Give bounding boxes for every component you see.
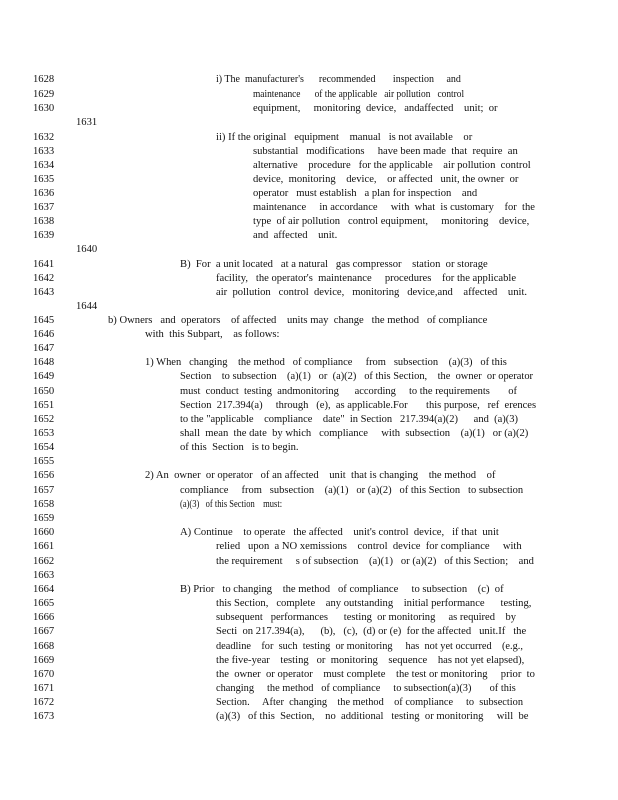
document-line	[0, 696, 618, 709]
line-number: 1632	[33, 132, 55, 143]
line-number: 1672	[33, 697, 55, 708]
line-number: 1641	[33, 259, 55, 270]
line-text: Section. After changing the method of compliance to subsection	[216, 697, 524, 708]
document-line	[0, 243, 618, 256]
line-number: 1640	[76, 244, 98, 255]
line-number: 1671	[33, 683, 55, 694]
document-line	[0, 569, 618, 582]
document-line	[0, 625, 618, 638]
line-number: 1645	[33, 315, 55, 326]
line-number: 1670	[33, 669, 55, 680]
document-line	[0, 215, 618, 228]
document-line	[0, 102, 618, 115]
line-text: b) Owners and operators of affected units may change the method of compliance	[108, 315, 488, 326]
document-line	[0, 540, 618, 553]
line-text: maintenance in accordance with what is customary for the	[253, 202, 535, 213]
line-text: B) Prior to changing the method of compliance to subsection (c) of	[180, 584, 504, 595]
line-text: ii) If the original equipment manual is not available or	[216, 132, 473, 143]
line-text: the owner or operator must complete the test or monitoring prior to	[216, 669, 535, 680]
line-number: 1634	[33, 160, 55, 171]
document-line	[0, 145, 618, 158]
document-line	[0, 272, 618, 285]
document-line	[0, 229, 618, 242]
line-text: shall mean the date by which compliance with subsection (a)(1) or (a)(2)	[180, 428, 529, 439]
document-line	[0, 356, 618, 369]
document-line	[0, 512, 618, 525]
line-text: Secti on 217.394(a), (b), (c), (d) or (e) for the affected unit.If the	[216, 626, 527, 637]
line-number: 1654	[33, 442, 55, 453]
line-text: Section 217.394(a) through (e), as applicable.For this purpose, ref erences	[180, 400, 537, 411]
line-number: 1649	[33, 371, 55, 382]
line-text: of this Section is to begin.	[180, 442, 299, 453]
line-text: 2) An owner or operator of an affected unit that is changing the method of	[145, 470, 496, 481]
document-line	[0, 654, 618, 667]
line-number: 1666	[33, 612, 55, 623]
line-number: 1657	[33, 485, 55, 496]
line-number: 1630	[33, 103, 55, 114]
line-number: 1663	[33, 570, 55, 581]
line-number: 1667	[33, 626, 55, 637]
line-number: 1648	[33, 357, 55, 368]
line-number: 1668	[33, 641, 55, 652]
line-number: 1636	[33, 188, 55, 199]
document-line	[0, 385, 618, 398]
line-text: air pollution control device, monitoring device,and affected unit.	[216, 287, 528, 298]
line-text: alternative procedure for the applicable air pollution control	[253, 160, 531, 171]
line-text: 1) When changing the method of compliance from subsection (a)(3) of this	[145, 357, 507, 368]
document-line	[0, 710, 618, 723]
document-line	[0, 611, 618, 624]
document-line	[0, 258, 618, 271]
line-number: 1653	[33, 428, 55, 439]
line-text: changing the method of compliance to subsection(a)(3) of this	[216, 683, 516, 694]
line-number: 1637	[33, 202, 55, 213]
line-text: and affected unit.	[253, 230, 338, 241]
line-text: i) The manufacturer's recommended inspection and	[216, 74, 461, 85]
document-line	[0, 173, 618, 186]
document-line	[0, 370, 618, 383]
document-line	[0, 73, 618, 86]
document-line	[0, 300, 618, 313]
line-text: device, monitoring device, or affected unit, the owner or	[253, 174, 519, 185]
line-text: maintenance of the applicable air pollution control	[253, 89, 465, 100]
document-line	[0, 526, 618, 539]
line-number: 1665	[33, 598, 55, 609]
line-text: B) For a unit located at a natural gas compressor station or storage	[180, 259, 488, 270]
line-number: 1647	[33, 343, 55, 354]
line-text: A) Continue to operate the affected unit's control device, if that unit	[180, 527, 499, 538]
line-text: (a)(3) of this Section, no additional testing or monitoring will be	[216, 711, 529, 722]
line-number: 1642	[33, 273, 55, 284]
line-text: the requirement s of subsection (a)(1) or (a)(2) of this Section; and	[216, 556, 534, 567]
document-line	[0, 342, 618, 355]
line-number: 1650	[33, 386, 55, 397]
line-text: facility, the operator's maintenance procedures for the applicable	[216, 273, 517, 284]
line-number: 1635	[33, 174, 55, 185]
document-line	[0, 116, 618, 129]
document-line	[0, 328, 618, 341]
document-line	[0, 187, 618, 200]
line-text: deadline for such testing or monitoring has not yet occurred (e.g.,	[216, 641, 523, 652]
line-number: 1660	[33, 527, 55, 538]
line-number: 1658	[33, 499, 55, 510]
line-number: 1656	[33, 470, 55, 481]
line-text: type of air pollution control equipment, monitoring device,	[253, 216, 530, 227]
document-line	[0, 314, 618, 327]
line-text: compliance from subsection (a)(1) or (a)(2) of this Section to subsection	[180, 485, 524, 496]
line-number: 1659	[33, 513, 55, 524]
document-line	[0, 583, 618, 596]
document-line	[0, 131, 618, 144]
line-number: 1633	[33, 146, 55, 157]
line-number: 1664	[33, 584, 55, 595]
line-text: subsequent performances testing or monitoring as required by	[216, 612, 517, 623]
line-number: 1643	[33, 287, 55, 298]
line-text: with this Subpart, as follows:	[145, 329, 280, 340]
document-line	[0, 159, 618, 172]
line-number: 1631	[76, 117, 98, 128]
line-number: 1639	[33, 230, 55, 241]
line-number: 1669	[33, 655, 55, 666]
line-text: Section to subsection (a)(1) or (a)(2) of this Section, the owner or operator	[180, 371, 534, 382]
document-line	[0, 682, 618, 695]
document-line	[0, 640, 618, 653]
line-number: 1673	[33, 711, 55, 722]
document-line	[0, 484, 618, 497]
line-text: to the "applicable compliance date" in Section 217.394(a)(2) and (a)(3)	[180, 414, 518, 425]
line-text: relied upon a NO xemissions control device for compliance with	[216, 541, 522, 552]
line-text: equipment, monitoring device, andaffected unit; or	[253, 103, 498, 114]
document-line	[0, 286, 618, 299]
line-text: operator must establish a plan for inspection and	[253, 188, 478, 199]
document-line	[0, 201, 618, 214]
line-number: 1628	[33, 74, 55, 85]
line-number: 1638	[33, 216, 55, 227]
document-line	[0, 88, 618, 101]
line-text: must conduct testing andmonitoring according to the requirements of	[180, 386, 517, 397]
line-text: (a)(3) of this Section must:	[180, 499, 283, 510]
line-number: 1644	[76, 301, 98, 312]
line-text: the five-year testing or monitoring sequence has not yet elapsed),	[216, 655, 525, 666]
line-number: 1652	[33, 414, 55, 425]
document-line	[0, 498, 618, 511]
line-number: 1655	[33, 456, 55, 467]
document-line	[0, 399, 618, 412]
document-line	[0, 555, 618, 568]
line-text: this Section, complete any outstanding initial performance testing,	[216, 598, 532, 609]
document-line	[0, 427, 618, 440]
line-text: substantial modifications have been made that require an	[253, 146, 518, 157]
document-line	[0, 441, 618, 454]
document-line	[0, 668, 618, 681]
line-number: 1646	[33, 329, 55, 340]
document-line	[0, 469, 618, 482]
line-number: 1662	[33, 556, 55, 567]
document-line	[0, 597, 618, 610]
document-line	[0, 455, 618, 468]
line-number: 1651	[33, 400, 55, 411]
line-number: 1629	[33, 89, 55, 100]
line-number: 1661	[33, 541, 55, 552]
document-line	[0, 413, 618, 426]
